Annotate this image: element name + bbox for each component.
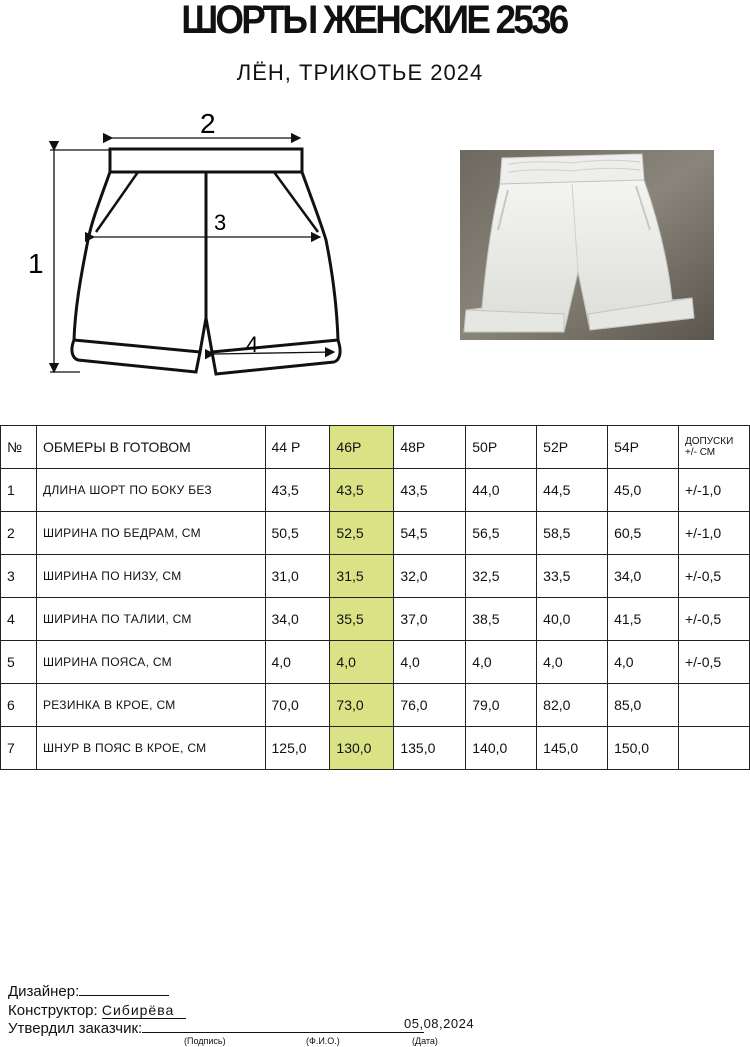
row-value: 85,0 — [608, 684, 679, 727]
approved-label: Утвердил заказчик: — [8, 1020, 143, 1037]
approved-line — [8, 1020, 424, 1037]
table-header-row — [1, 426, 750, 469]
row-tolerance: +/-0,5 — [678, 555, 749, 598]
row-value-highlighted: 35,5 — [330, 598, 394, 641]
row-num: 4 — [1, 598, 37, 641]
table-row — [1, 684, 750, 727]
row-value-highlighted: 31,5 — [330, 555, 394, 598]
row-value-highlighted: 130,0 — [330, 727, 394, 770]
row-value: 33,5 — [537, 555, 608, 598]
row-value: 60,5 — [608, 512, 679, 555]
row-num: 5 — [1, 641, 37, 684]
row-value: 50,5 — [265, 512, 330, 555]
row-value: 135,0 — [394, 727, 466, 770]
table-row — [1, 641, 750, 684]
row-value: 32,5 — [466, 555, 537, 598]
row-value: 58,5 — [537, 512, 608, 555]
row-value: 34,0 — [265, 598, 330, 641]
row-value: 44,0 — [466, 469, 537, 512]
row-value: 43,5 — [265, 469, 330, 512]
constructor-label: Конструктор: — [8, 1002, 98, 1019]
approved-date: 05,08,2024 — [404, 1016, 475, 1031]
row-value: 70,0 — [265, 684, 330, 727]
document-title: ШОРТЫ ЖЕНСКИЕ 2536 — [181, 0, 567, 42]
header-size: 52Р — [537, 426, 608, 469]
row-value: 79,0 — [466, 684, 537, 727]
header-tolerance: ДОПУСКИ +/- СМ — [678, 426, 749, 469]
table-row — [1, 598, 750, 641]
row-num: 7 — [1, 727, 37, 770]
table-row — [1, 469, 750, 512]
row-value: 145,0 — [537, 727, 608, 770]
row-num: 6 — [1, 684, 37, 727]
row-value: 38,5 — [466, 598, 537, 641]
measure-label-2: 2 — [200, 108, 216, 139]
row-value: 82,0 — [537, 684, 608, 727]
document-subtitle: ЛЁН, ТРИКОТЬЕ 2024 — [236, 60, 484, 85]
header-size: 54Р — [608, 426, 679, 469]
row-measure-name: ШНУР В ПОЯС В КРОЕ, СМ — [36, 727, 265, 770]
row-value: 4,0 — [394, 641, 466, 684]
designer-line — [8, 983, 169, 1000]
row-value: 56,5 — [466, 512, 537, 555]
approved-signature-field — [142, 1032, 424, 1033]
row-value: 34,0 — [608, 555, 679, 598]
row-tolerance: +/-1,0 — [678, 512, 749, 555]
size-spec-table — [0, 425, 750, 770]
row-value: 76,0 — [394, 684, 466, 727]
row-value: 32,0 — [394, 555, 466, 598]
row-tolerance — [678, 727, 749, 770]
row-num: 2 — [1, 512, 37, 555]
table-row — [1, 512, 750, 555]
row-tolerance: +/-0,5 — [678, 598, 749, 641]
row-value-highlighted: 4,0 — [330, 641, 394, 684]
constructor-line — [8, 1002, 186, 1019]
row-value: 140,0 — [466, 727, 537, 770]
header-size: 48Р — [394, 426, 466, 469]
row-value: 44,5 — [537, 469, 608, 512]
designer-label: Дизайнер: — [8, 983, 80, 1000]
row-value: 45,0 — [608, 469, 679, 512]
row-measure-name: ДЛИНА ШОРТ ПО БОКУ БЕЗ — [36, 469, 265, 512]
product-photo — [460, 150, 714, 340]
row-value-highlighted: 73,0 — [330, 684, 394, 727]
measure-label-3: 3 — [214, 210, 227, 235]
row-tolerance — [678, 684, 749, 727]
row-measure-name: ШИРИНА ПОЯСА, СМ — [36, 641, 265, 684]
row-measure-name: ШИРИНА ПО БЕДРАМ, СМ — [36, 512, 265, 555]
row-value: 4,0 — [466, 641, 537, 684]
designer-value — [79, 995, 169, 996]
row-value: 4,0 — [537, 641, 608, 684]
row-tolerance: +/-1,0 — [678, 469, 749, 512]
header-size: 50Р — [466, 426, 537, 469]
row-measure-name: ШИРИНА ПО НИЗУ, СМ — [36, 555, 265, 598]
row-num: 3 — [1, 555, 37, 598]
row-value-highlighted: 43,5 — [330, 469, 394, 512]
row-tolerance: +/-0,5 — [678, 641, 749, 684]
row-value: 37,0 — [394, 598, 466, 641]
header-name: ОБМЕРЫ В ГОТОВОМ — [36, 426, 265, 469]
table-row — [1, 727, 750, 770]
header-size-highlighted: 46Р — [330, 426, 394, 469]
row-value: 40,0 — [537, 598, 608, 641]
row-value: 31,0 — [265, 555, 330, 598]
row-value: 43,5 — [394, 469, 466, 512]
measure-label-1: 1 — [28, 248, 44, 279]
row-value: 4,0 — [608, 641, 679, 684]
hint-date: (Дата) — [412, 1036, 438, 1046]
measure-label-4: 4 — [246, 332, 259, 357]
row-value-highlighted: 52,5 — [330, 512, 394, 555]
hint-signature: (Подпись) — [184, 1036, 226, 1046]
header-size: 44 Р — [265, 426, 330, 469]
table-row — [1, 555, 750, 598]
row-num: 1 — [1, 469, 37, 512]
row-value: 125,0 — [265, 727, 330, 770]
header-num: № — [1, 426, 37, 469]
shorts-technical-sketch — [0, 95, 360, 385]
row-value: 150,0 — [608, 727, 679, 770]
row-measure-name: РЕЗИНКА В КРОЕ, СМ — [36, 684, 265, 727]
row-value: 41,5 — [608, 598, 679, 641]
row-value: 4,0 — [265, 641, 330, 684]
hint-name: (Ф.И.О.) — [306, 1036, 340, 1046]
row-measure-name: ШИРИНА ПО ТАЛИИ, СМ — [36, 598, 265, 641]
row-value: 54,5 — [394, 512, 466, 555]
constructor-value: Сибирёва — [102, 1002, 186, 1019]
